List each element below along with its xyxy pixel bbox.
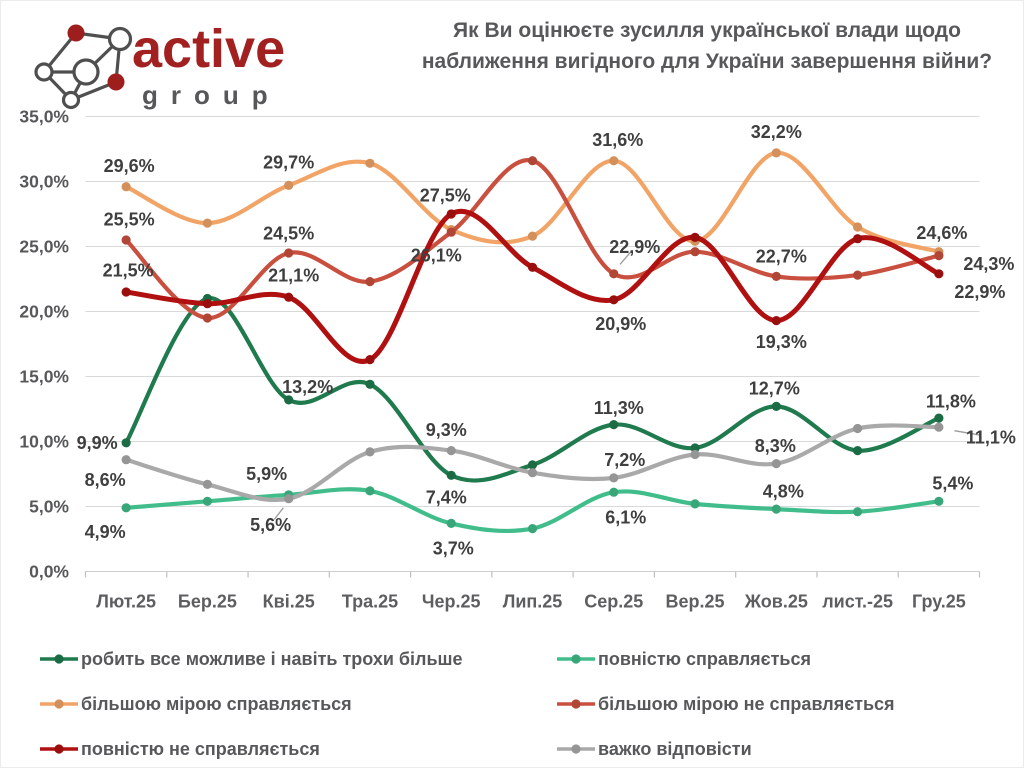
x-category-label: Кві.25: [262, 591, 315, 612]
data-point-mostly-copes-2: [284, 181, 293, 190]
data-point-mostly-fails-10: [934, 251, 943, 260]
data-label-hard-to-say-8: 8,3%: [754, 435, 796, 456]
data-label-mostly-copes-2: 29,7%: [263, 152, 315, 173]
data-point-fully-copes-3: [365, 486, 374, 495]
y-tick-label: 30,0%: [19, 171, 69, 192]
data-label-mostly-copes-6: 31,6%: [592, 130, 644, 150]
legend-marker-dot: [54, 654, 63, 663]
data-point-fully-copes-4: [447, 519, 456, 528]
data-point-mostly-fails-4: [447, 228, 456, 237]
data-label-does-everything-4: 7,4%: [425, 487, 467, 508]
data-label-fully-fails-4: 27,5%: [419, 185, 471, 206]
data-point-fully-copes-9: [853, 507, 862, 516]
data-point-does-everything-4: [447, 471, 456, 480]
data-point-hard-to-say-3: [365, 447, 374, 456]
x-category-label: Чер.25: [421, 591, 481, 612]
legend-item-mostly-copes: [39, 690, 556, 718]
data-point-fully-fails-2: [284, 293, 293, 302]
data-point-mostly-fails-5: [528, 156, 537, 165]
data-label-mostly-copes-8: 32,2%: [750, 122, 802, 143]
data-label-fully-fails-10: 22,9%: [954, 282, 1006, 303]
data-label-fully-copes-2: 5,9%: [246, 464, 288, 485]
data-point-hard-to-say-9: [853, 424, 862, 433]
x-category-label: Гру.25: [911, 591, 966, 612]
data-point-hard-to-say-8: [772, 459, 781, 468]
data-label-hard-to-say-6: 7,2%: [604, 450, 646, 471]
legend-marker-hard-to-say: [556, 743, 596, 755]
data-point-mostly-fails-2: [284, 248, 293, 257]
legend-marker-dot: [54, 744, 63, 753]
data-point-mostly-fails-3: [365, 277, 374, 286]
data-point-hard-to-say-4: [447, 446, 456, 455]
data-point-mostly-fails-0: [122, 235, 131, 244]
x-category-label: лист.-25: [822, 591, 893, 612]
data-point-fully-fails-3: [365, 355, 374, 364]
data-label-hard-to-say-10: 11,1%: [965, 427, 1016, 448]
data-label-does-everything-2: 13,2%: [282, 377, 334, 398]
data-point-does-everything-9: [853, 446, 862, 455]
data-label-mostly-copes-0: 29,6%: [103, 156, 155, 176]
data-label-fully-copes-4: 3,7%: [432, 538, 474, 559]
data-point-mostly-copes-0: [122, 182, 131, 191]
data-point-mostly-fails-7: [690, 247, 699, 256]
data-label-fully-copes-8: 4,8%: [762, 481, 804, 502]
legend-marker-dot: [571, 699, 580, 708]
legend-marker-dot: [571, 654, 580, 663]
data-point-fully-copes-5: [528, 524, 537, 533]
data-point-fully-fails-0: [122, 287, 131, 296]
x-category-label: Жов.25: [744, 591, 808, 612]
data-point-fully-copes-0: [122, 503, 131, 512]
data-point-mostly-copes-9: [853, 222, 862, 231]
data-label-mostly-fails-0: 25,5%: [103, 209, 155, 230]
data-label-fully-fails-0: 21,5%: [102, 260, 154, 281]
chart-title-line1: Як Ви оцінюєте зусилля української влади щодо: [453, 19, 961, 42]
chart-title-line2: наближення вигідного для України завершення війни?: [421, 50, 993, 73]
data-point-hard-to-say-2: [284, 494, 293, 503]
x-category-label: Лип.25: [502, 591, 563, 612]
data-label-does-everything-10: 11,8%: [925, 391, 976, 412]
data-point-mostly-fails-1: [203, 313, 212, 322]
legend-marker-mostly-fails: [556, 698, 596, 710]
legend-label-fully-copes: повністю справляється: [598, 648, 811, 669]
data-point-hard-to-say-7: [690, 450, 699, 459]
logo-subtext: group: [142, 80, 281, 110]
legend-marker-dot: [54, 699, 63, 708]
data-point-fully-copes-8: [772, 505, 781, 514]
data-point-fully-fails-9: [853, 234, 862, 243]
data-label-fully-copes-6: 6,1%: [605, 507, 647, 528]
legend-marker-fully-fails: [39, 743, 79, 755]
data-label-hard-to-say-2: 5,6%: [250, 515, 292, 535]
data-point-hard-to-say-5: [528, 468, 537, 477]
data-point-fully-copes-7: [690, 499, 699, 508]
data-label-does-everything-8: 12,7%: [748, 378, 800, 399]
legend-item-fully-fails: [39, 735, 556, 763]
data-label-mostly-fails-6: 22,9%: [609, 237, 661, 258]
data-point-mostly-fails-8: [772, 272, 781, 281]
data-label-mostly-fails-4: 26,1%: [410, 245, 462, 266]
x-category-label: Лют.25: [96, 591, 157, 612]
x-category-label: Вер.25: [665, 591, 725, 612]
legend-marker-mostly-copes: [39, 698, 79, 710]
data-label-mostly-fails-2: 24,5%: [263, 223, 315, 244]
data-point-fully-fails-4: [447, 209, 456, 218]
data-label-fully-fails-2: 21,1%: [268, 265, 320, 286]
y-tick-label: 10,0%: [19, 431, 69, 452]
data-label-hard-to-say-0: 8,6%: [84, 470, 126, 490]
data-point-hard-to-say-0: [122, 455, 131, 464]
data-label-does-everything-0: 9,9%: [76, 433, 118, 454]
data-point-hard-to-say-10: [934, 423, 943, 432]
data-point-fully-fails-10: [934, 269, 943, 278]
y-tick-label: 0,0%: [29, 561, 69, 582]
legend-label-mostly-fails: більшою мірою не справляється: [598, 693, 895, 714]
data-label-mostly-fails-8: 22,7%: [755, 246, 807, 267]
data-label-fully-fails-6: 20,9%: [595, 314, 647, 335]
x-category-label: Сер.25: [584, 591, 644, 612]
y-tick-label: 25,0%: [19, 236, 69, 257]
data-label-does-everything-6: 11,3%: [593, 397, 644, 418]
logo-wordmark: active: [132, 19, 286, 79]
data-point-mostly-copes-1: [203, 219, 212, 228]
legend-item-fully-copes: [556, 645, 1003, 673]
data-point-does-everything-3: [365, 380, 374, 389]
x-category-label: Бер.25: [177, 591, 237, 612]
legend-label-fully-fails: повністю не справляється: [81, 738, 320, 759]
data-point-fully-fails-7: [690, 233, 699, 242]
data-point-mostly-copes-8: [772, 148, 781, 157]
data-point-fully-fails-6: [609, 295, 618, 304]
data-label-mostly-copes-10: 24,6%: [916, 223, 968, 243]
legend-label-hard-to-say: важко відповісти: [598, 738, 752, 759]
legend-marker-fully-copes: [556, 653, 596, 665]
data-point-fully-copes-1: [203, 497, 212, 506]
data-label-hard-to-say-4: 9,3%: [425, 419, 467, 440]
data-point-fully-fails-1: [203, 299, 212, 308]
legend-item-hard-to-say: [556, 735, 1003, 763]
data-point-fully-copes-10: [934, 497, 943, 506]
data-point-hard-to-say-6: [609, 473, 618, 482]
data-label-mostly-fails-10: 24,3%: [963, 253, 1015, 274]
y-tick-label: 35,0%: [19, 106, 69, 127]
x-category-label: Тра.25: [341, 591, 399, 612]
data-label-fully-copes-10: 5,4%: [932, 473, 974, 494]
data-label-fully-copes-0: 4,9%: [84, 522, 126, 543]
data-point-hard-to-say-1: [203, 480, 212, 489]
series-line-does-everything: [126, 298, 939, 480]
data-point-mostly-copes-3: [365, 159, 374, 168]
legend-label-does-everything: робить все можливе і навіть трохи більше: [81, 648, 463, 669]
data-point-mostly-fails-9: [853, 271, 862, 280]
y-tick-label: 15,0%: [19, 366, 69, 387]
legend: [39, 645, 1003, 763]
y-tick-label: 20,0%: [19, 301, 69, 322]
data-point-does-everything-6: [609, 420, 618, 429]
legend-item-mostly-fails: [556, 690, 1003, 718]
data-point-does-everything-0: [122, 438, 131, 447]
y-tick-label: 5,0%: [29, 496, 69, 517]
legend-item-does-everything: [39, 645, 556, 673]
data-point-mostly-copes-6: [609, 156, 618, 165]
data-point-does-everything-8: [772, 402, 781, 411]
legend-marker-dot: [571, 744, 580, 753]
data-label-fully-fails-8: 19,3%: [755, 331, 807, 352]
data-point-mostly-copes-5: [528, 232, 537, 241]
legend-marker-does-everything: [39, 653, 79, 665]
data-point-fully-copes-6: [609, 488, 618, 497]
data-point-mostly-fails-6: [609, 269, 618, 278]
data-point-fully-fails-5: [528, 263, 537, 272]
legend-label-mostly-copes: більшою мірою справляється: [81, 693, 352, 714]
data-point-fully-fails-8: [772, 316, 781, 325]
data-point-does-everything-10: [934, 414, 943, 423]
